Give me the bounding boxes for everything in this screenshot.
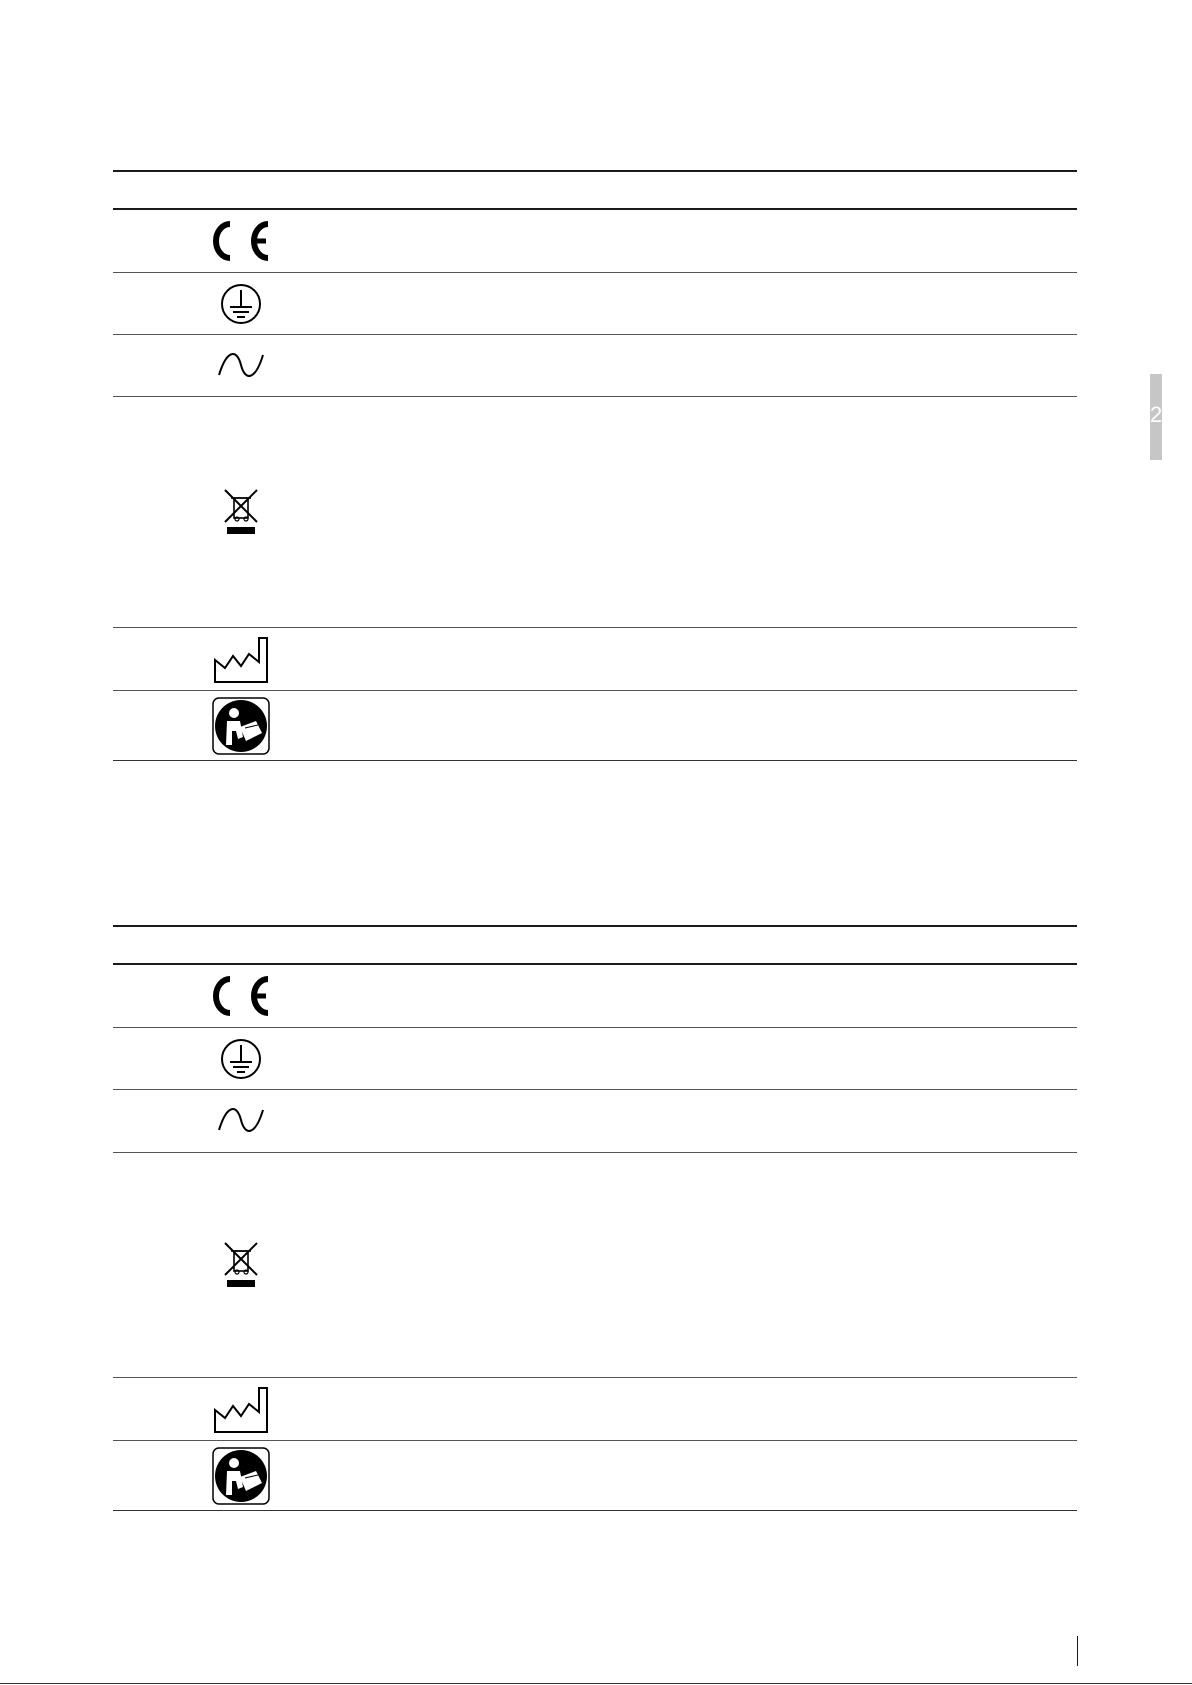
- manufacturer-icon: [193, 1378, 289, 1440]
- protective-earth-icon: [193, 273, 289, 334]
- row-description: [323, 691, 1077, 760]
- table-row: [113, 1441, 1077, 1511]
- table-top-rule: [113, 925, 1077, 927]
- read-manual-icon: [193, 1441, 289, 1510]
- row-description: [323, 1378, 1077, 1440]
- table-row: [113, 397, 1077, 628]
- ce-mark-icon: [193, 965, 289, 1027]
- read-manual-icon: [193, 691, 289, 760]
- table-row: [113, 628, 1077, 691]
- chapter-tab-number: 2: [1150, 402, 1163, 427]
- table-row: [113, 335, 1077, 397]
- row-description: [323, 335, 1077, 396]
- page-bottom-rule: [0, 1683, 1192, 1684]
- alternating-current-icon: [193, 335, 289, 396]
- manufacturer-icon: [193, 628, 289, 690]
- weee-crossed-bin-icon: [193, 1153, 289, 1377]
- alternating-current-icon: [193, 1090, 289, 1152]
- row-description: [323, 210, 1077, 272]
- row-description: [323, 273, 1077, 334]
- row-description: [323, 1028, 1077, 1089]
- footer-page-marker: [1077, 1636, 1078, 1666]
- table-row: [113, 273, 1077, 335]
- row-description: [323, 1153, 1077, 1377]
- table-row: [113, 1378, 1077, 1441]
- row-description: [323, 1441, 1077, 1510]
- table-top-rule: [113, 170, 1077, 172]
- weee-crossed-bin-icon: [193, 397, 289, 627]
- table-row: [113, 691, 1077, 761]
- ce-mark-icon: [193, 210, 289, 272]
- table-row: [113, 210, 1077, 273]
- row-description: [323, 965, 1077, 1027]
- table-row: [113, 1090, 1077, 1153]
- row-description: [323, 1090, 1077, 1152]
- row-description: [323, 397, 1077, 627]
- table-row: [113, 1028, 1077, 1090]
- table-row: [113, 965, 1077, 1028]
- protective-earth-icon: [193, 1028, 289, 1089]
- row-description: [323, 628, 1077, 690]
- table-row: [113, 1153, 1077, 1378]
